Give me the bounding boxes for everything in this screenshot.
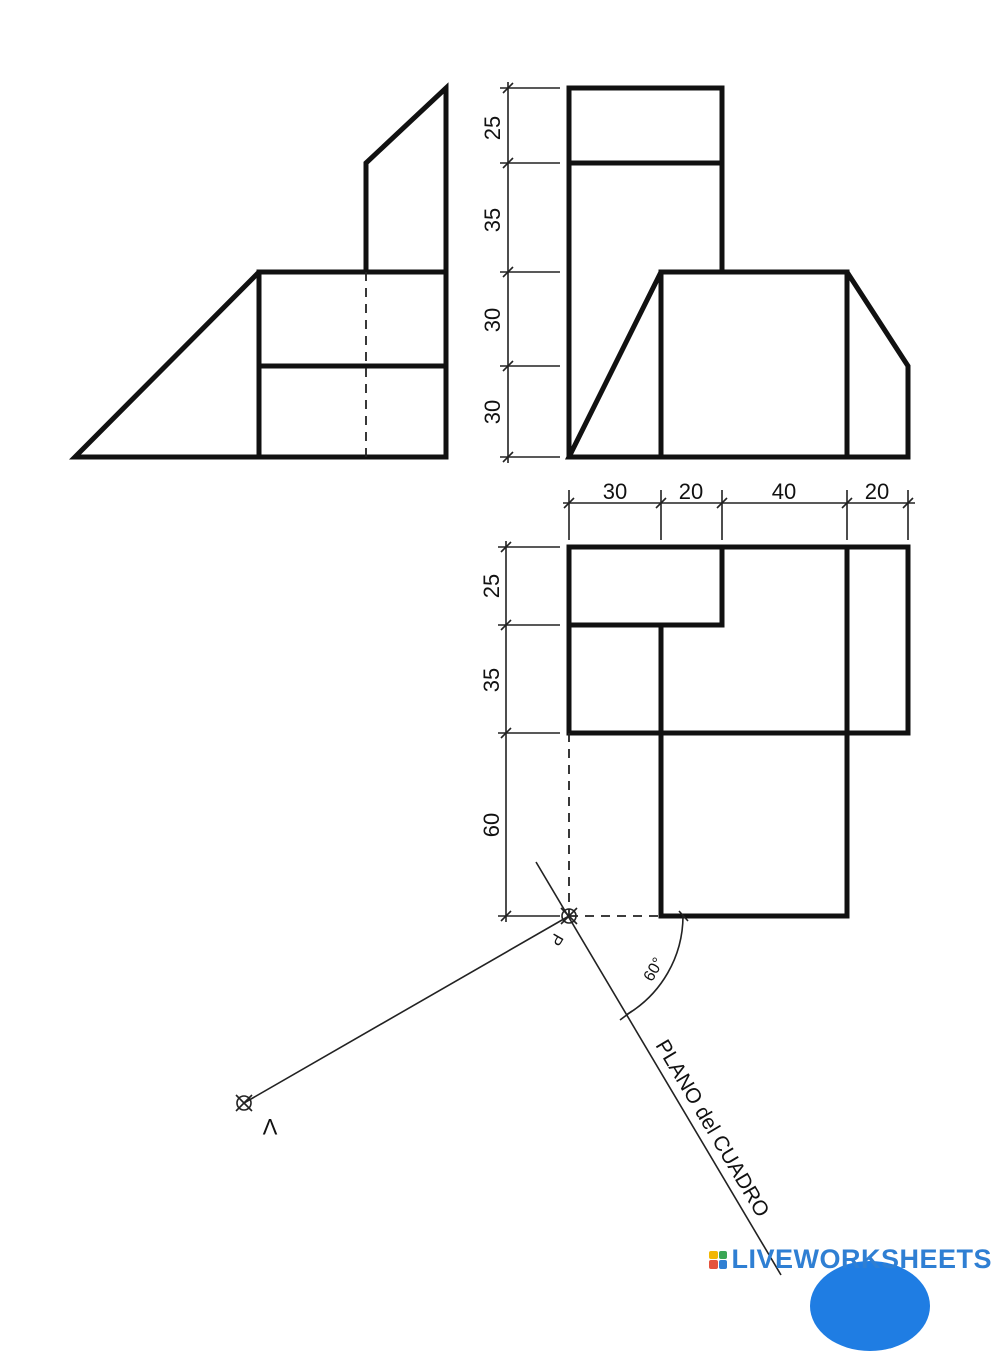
dim-plan-25: 25: [479, 573, 504, 599]
dim-side-30b: 30: [480, 399, 505, 425]
plan-view: [569, 547, 908, 916]
dim-side-30a: 30: [480, 307, 505, 333]
dim-h-20a: 20: [678, 479, 704, 504]
logo-square-2: [719, 1251, 728, 1260]
liveworksheets-logo-icon: [709, 1251, 727, 1269]
logo-square-1: [709, 1251, 718, 1260]
logo-square-3: [709, 1260, 718, 1269]
front-view: [569, 88, 908, 457]
side-dimension-chain: [480, 82, 560, 463]
dim-side-35: 35: [480, 207, 505, 233]
brand-name: LIVEWORKSHEETS: [731, 1244, 992, 1274]
dim-h-40: 40: [771, 479, 797, 504]
dim-h-30: 30: [602, 479, 628, 504]
sight-line: [244, 916, 569, 1103]
watermark: [709, 1244, 992, 1275]
left-view: [75, 88, 446, 457]
label-v: V: [262, 1114, 278, 1139]
horizontal-dimension-chain: [563, 479, 915, 540]
label-angle: 60°: [640, 955, 668, 985]
label-p: P: [545, 930, 566, 949]
perspective-construction: [236, 862, 781, 1275]
dim-side-25: 25: [480, 115, 505, 141]
label-picture-plane: PLANO del CUADRO: [650, 1035, 774, 1222]
dim-plan-60: 60: [479, 812, 504, 838]
picture-plane-line: [536, 862, 781, 1275]
dim-plan-35: 35: [479, 667, 504, 693]
dim-h-20b: 20: [864, 479, 890, 504]
point-v-marker: [236, 1095, 252, 1111]
logo-square-4: [719, 1260, 728, 1269]
plan-dimension-chain: [479, 541, 560, 922]
